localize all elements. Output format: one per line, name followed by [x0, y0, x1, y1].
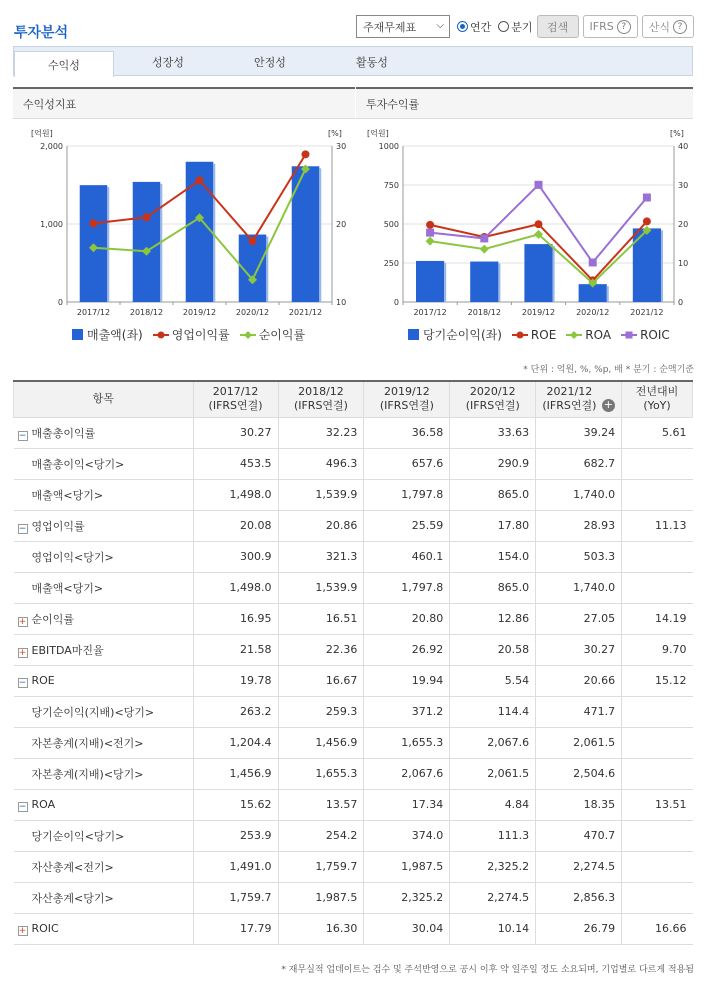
legend-label: ROIC — [640, 327, 670, 342]
profitability-chart — [13, 121, 355, 347]
table-cell: 111.3 — [450, 820, 536, 851]
y-tick-label: 1,000 — [40, 220, 63, 229]
row-label: 영업이익<당기> — [31, 550, 114, 564]
table-cell — [622, 820, 693, 851]
table-row — [14, 851, 693, 882]
table-cell: 25.59 — [364, 510, 450, 541]
radio-quarter[interactable] — [498, 19, 532, 35]
table-cell: 1,797.8 — [364, 572, 450, 603]
page-title: 투자분석 — [14, 25, 69, 41]
collapse-icon[interactable]: − — [18, 523, 27, 534]
table-cell: 114.4 — [450, 696, 536, 727]
table-cell: 5.54 — [450, 665, 536, 696]
investment-return-chart — [356, 121, 693, 347]
table-cell: 1,456.9 — [278, 727, 364, 758]
statement-select-value: 주재무제표 — [363, 20, 417, 34]
table-cell: 154.0 — [450, 541, 536, 572]
row-label-cell — [14, 541, 194, 572]
ifrs-label: IFRS — [589, 20, 614, 33]
question-icon: ? — [673, 20, 687, 34]
data-point — [302, 150, 310, 158]
x-tick-label: 2020/12 — [576, 308, 610, 317]
table-cell: 20.80 — [364, 603, 450, 634]
legend-item[interactable] — [153, 326, 230, 343]
row-label-cell — [14, 603, 194, 634]
table-cell: 503.3 — [536, 541, 622, 572]
table-cell: 1,759.7 — [193, 882, 278, 913]
table-cell: 2,325.2 — [450, 851, 536, 882]
table-cell: 19.94 — [364, 665, 450, 696]
tab-bar — [13, 46, 693, 76]
table-cell: 5.61 — [622, 417, 693, 448]
y2-tick-label: 40 — [678, 142, 689, 151]
legend-item[interactable] — [72, 326, 143, 343]
x-tick-label: 2019/12 — [182, 308, 217, 317]
table-cell: 15.62 — [193, 789, 278, 820]
table-cell: 2,274.5 — [450, 882, 536, 913]
table-cell: 20.86 — [278, 510, 364, 541]
row-label-cell — [14, 479, 194, 510]
row-label-cell — [14, 913, 194, 944]
data-point — [426, 221, 434, 229]
table-row — [14, 913, 693, 944]
table-row — [14, 789, 693, 820]
x-tick-label: 2020/12 — [235, 308, 270, 317]
row-label-cell — [14, 882, 194, 913]
table-cell: 26.92 — [364, 634, 450, 665]
radio-annual-label: 연간 — [470, 20, 492, 34]
table-row — [14, 665, 693, 696]
row-label-cell — [14, 572, 194, 603]
table-cell: 1,740.0 — [536, 479, 622, 510]
table-cell — [622, 696, 693, 727]
bar-shadow — [498, 264, 500, 302]
row-label: 당기순이익<당기> — [31, 829, 125, 843]
legend-item[interactable] — [566, 328, 611, 342]
table-cell: 12.86 — [450, 603, 536, 634]
bar — [292, 166, 320, 302]
table-cell — [622, 727, 693, 758]
table-cell: 36.58 — [364, 417, 450, 448]
y-tick-label: 750 — [383, 181, 399, 190]
add-column-icon[interactable]: + — [603, 398, 614, 412]
y-axis-label: [억원] — [31, 129, 53, 138]
data-point — [426, 237, 435, 246]
line-diamond-swatch-icon — [566, 330, 582, 340]
legend-label: 순이익률 — [258, 328, 306, 342]
collapse-icon[interactable]: − — [18, 430, 27, 441]
table-cell: 21.58 — [193, 634, 278, 665]
row-label-cell — [14, 665, 194, 696]
line-square-swatch-icon — [621, 330, 637, 340]
table-cell: 1,498.0 — [193, 572, 278, 603]
table-cell: 263.2 — [193, 696, 278, 727]
table-cell: 2,504.6 — [536, 758, 622, 789]
y2-tick-label: 20 — [678, 220, 689, 229]
data-point — [643, 194, 651, 202]
table-cell: 15.12 — [622, 665, 693, 696]
table-row — [14, 634, 693, 665]
expand-icon[interactable]: + — [18, 616, 27, 627]
table-cell — [622, 541, 693, 572]
table-cell: 20.08 — [193, 510, 278, 541]
y2-tick-label: 10 — [336, 298, 347, 307]
table-row — [14, 448, 693, 479]
table-body — [14, 417, 693, 944]
legend-label: ROA — [585, 327, 612, 342]
tab-stability[interactable]: 안정성 — [254, 56, 286, 69]
table-cell: 13.51 — [622, 789, 693, 820]
data-point — [480, 234, 488, 242]
y2-tick-label: 30 — [336, 142, 347, 151]
table-cell: 17.79 — [193, 913, 278, 944]
row-label: EBITDA마진율 — [31, 643, 104, 657]
table-cell: 1,456.9 — [193, 758, 278, 789]
table-cell: 1,740.0 — [536, 572, 622, 603]
legend-label: 당기순이익(좌) — [423, 328, 502, 342]
legend-label: ROE — [530, 327, 557, 342]
table-cell: 254.2 — [278, 820, 364, 851]
column-header: 항목 — [14, 381, 194, 417]
y-axis-label: [억원] — [367, 129, 389, 138]
row-label: 자산총계<당기> — [31, 891, 114, 905]
y2-axis-label: [%] — [670, 129, 684, 138]
table-cell: 470.7 — [536, 820, 622, 851]
column-header: 2019/12 (IFRS연결) — [364, 381, 450, 417]
collapse-icon[interactable]: − — [18, 677, 27, 688]
table-cell: 27.05 — [536, 603, 622, 634]
table-cell: 17.80 — [450, 510, 536, 541]
table-cell: 20.66 — [536, 665, 622, 696]
formula-help-button[interactable] — [642, 15, 694, 38]
x-tick-label: 2017/12 — [413, 308, 447, 317]
table-cell: 26.79 — [536, 913, 622, 944]
panel-title: 투자수익률 — [356, 89, 693, 119]
radio-checked-icon — [457, 21, 468, 32]
bar-swatch-icon — [408, 329, 420, 341]
x-tick-label: 2018/12 — [129, 308, 164, 317]
row-label: 매출액<당기> — [31, 581, 104, 595]
table-cell: 300.9 — [193, 541, 278, 572]
bar-shadow — [107, 187, 109, 302]
table-cell: 9.70 — [622, 634, 693, 665]
table-cell: 20.58 — [450, 634, 536, 665]
table-cell: 1,987.5 — [364, 851, 450, 882]
table-cell: 13.57 — [278, 789, 364, 820]
formula-label: 산식 — [648, 20, 670, 34]
data-point — [535, 220, 543, 228]
row-label: 자산총계<전기> — [31, 860, 114, 874]
table-cell — [622, 479, 693, 510]
table-cell: 16.67 — [278, 665, 364, 696]
y-tick-label: 0 — [393, 298, 399, 307]
table-cell: 14.19 — [622, 603, 693, 634]
column-header-latest — [536, 381, 622, 417]
data-point — [643, 217, 651, 225]
table-cell: 1,539.9 — [278, 479, 364, 510]
table-row — [14, 572, 693, 603]
footer-note: * 재무실적 업데이트는 검수 및 주석반영으로 공시 이후 약 일주일 정도 소요되며, 기업별로 다르게 적용됨 — [281, 965, 694, 975]
legend-item[interactable] — [512, 328, 556, 342]
table-row — [14, 479, 693, 510]
table-cell: 865.0 — [450, 572, 536, 603]
table-cell: 1,987.5 — [278, 882, 364, 913]
row-label: 영업이익률 — [31, 519, 85, 533]
y2-tick-label: 30 — [678, 181, 689, 190]
investment-return-legend — [408, 326, 670, 343]
unit-note: * 단위 : 억원, %, %p, 배 * 분기 : 순액기준 — [523, 365, 694, 375]
row-label-cell — [14, 417, 194, 448]
table-cell: 4.84 — [450, 789, 536, 820]
row-label: 매출액<당기> — [31, 488, 104, 502]
table-cell: 682.7 — [536, 448, 622, 479]
bar — [524, 244, 552, 302]
profitability-legend — [72, 326, 305, 343]
column-header: 2017/12 (IFRS연결) — [193, 381, 278, 417]
table-cell — [622, 882, 693, 913]
table-row — [14, 882, 693, 913]
table-cell: 253.9 — [193, 820, 278, 851]
legend-item[interactable] — [240, 326, 305, 343]
table-cell: 496.3 — [278, 448, 364, 479]
row-label-cell — [14, 758, 194, 789]
row-label: 순이익률 — [31, 612, 75, 626]
row-label-cell — [14, 510, 194, 541]
table-row — [14, 510, 693, 541]
table-cell: 2,061.5 — [536, 727, 622, 758]
table-row — [14, 758, 693, 789]
column-header: 2020/12 (IFRS연결) — [450, 381, 536, 417]
table-row — [14, 696, 693, 727]
table-cell: 1,759.7 — [278, 851, 364, 882]
data-point — [589, 258, 597, 266]
y-tick-label: 250 — [383, 259, 399, 268]
column-header: 전년대비 (YoY) — [622, 381, 693, 417]
table-cell: 11.13 — [622, 510, 693, 541]
table-cell: 259.3 — [278, 696, 364, 727]
y2-tick-label: 10 — [678, 259, 689, 268]
data-point — [196, 176, 204, 184]
column-header: 2018/12 (IFRS연결) — [278, 381, 364, 417]
row-label-cell — [14, 727, 194, 758]
bar-shadow — [553, 246, 555, 302]
line-dot-swatch-icon — [153, 330, 169, 340]
toolbar — [356, 15, 694, 38]
table-cell: 18.35 — [536, 789, 622, 820]
row-label-cell — [14, 789, 194, 820]
table-cell — [622, 758, 693, 789]
table-cell: 371.2 — [364, 696, 450, 727]
y-tick-label: 500 — [383, 220, 399, 229]
row-label: ROE — [31, 673, 55, 687]
table-cell: 16.30 — [278, 913, 364, 944]
bar — [416, 261, 444, 302]
table-cell: 1,539.9 — [278, 572, 364, 603]
row-label-cell — [14, 851, 194, 882]
data-point — [143, 213, 151, 221]
table-cell: 30.27 — [536, 634, 622, 665]
radio-annual[interactable] — [457, 19, 491, 35]
row-label-cell — [14, 634, 194, 665]
bar-shadow — [661, 230, 663, 302]
table-cell: 22.36 — [278, 634, 364, 665]
row-label: 당기순이익(지배)<당기> — [31, 705, 155, 719]
table-cell: 28.93 — [536, 510, 622, 541]
row-label: ROA — [31, 797, 56, 811]
data-point — [426, 229, 434, 237]
x-tick-label: 2019/12 — [521, 308, 556, 317]
legend-label: 영업이익률 — [171, 328, 230, 342]
collapse-icon[interactable]: − — [18, 801, 27, 812]
y-tick-label: 0 — [57, 298, 63, 307]
table-cell: 16.66 — [622, 913, 693, 944]
table-cell: 19.78 — [193, 665, 278, 696]
table-cell: 2,325.2 — [364, 882, 450, 913]
ifrs-help-button[interactable] — [583, 15, 638, 38]
question-icon: ? — [617, 20, 631, 34]
y-tick-label: 2,000 — [40, 142, 63, 151]
row-label-cell — [14, 696, 194, 727]
y2-axis-label: [%] — [328, 129, 342, 138]
table-cell: 17.34 — [364, 789, 450, 820]
table-cell — [622, 851, 693, 882]
y2-tick-label: 20 — [336, 220, 347, 229]
bar-shadow — [444, 263, 446, 302]
table-cell: 865.0 — [450, 479, 536, 510]
data-point — [480, 245, 489, 254]
table-cell: 39.24 — [536, 417, 622, 448]
legend-item[interactable] — [408, 326, 502, 343]
row-label-cell — [14, 448, 194, 479]
y2-tick-label: 0 — [678, 298, 684, 307]
column-header-label: 2021/12 (IFRS연결) — [542, 385, 597, 413]
data-point — [535, 181, 543, 189]
table-cell: 2,067.6 — [450, 727, 536, 758]
table-cell: 471.7 — [536, 696, 622, 727]
table-cell: 1,204.4 — [193, 727, 278, 758]
table-cell: 33.63 — [450, 417, 536, 448]
data-point — [249, 237, 257, 245]
row-label: 매출총이익률 — [31, 426, 96, 440]
row-label: ROIC — [31, 921, 59, 935]
row-label: 자본총계(지배)<전기> — [31, 736, 144, 750]
table-cell: 1,655.3 — [278, 758, 364, 789]
table-cell: 460.1 — [364, 541, 450, 572]
table-cell: 2,274.5 — [536, 851, 622, 882]
x-tick-label: 2021/12 — [630, 308, 664, 317]
x-tick-label: 2017/12 — [76, 308, 111, 317]
table-cell: 2,067.6 — [364, 758, 450, 789]
bar — [133, 182, 161, 302]
bar-shadow — [607, 286, 609, 302]
panel-title: 수익성지표 — [13, 89, 355, 119]
line-diamond-swatch-icon — [240, 330, 256, 340]
table-cell: 30.27 — [193, 417, 278, 448]
table-row — [14, 541, 693, 572]
line-dot-swatch-icon — [512, 330, 528, 340]
radio-unchecked-icon — [498, 21, 509, 32]
legend-label: 매출액(좌) — [87, 328, 143, 342]
row-label-cell — [14, 820, 194, 851]
bar-shadow — [319, 168, 321, 302]
table-cell: 1,491.0 — [193, 851, 278, 882]
table-cell: 657.6 — [364, 448, 450, 479]
tab-profitability[interactable]: 수익성 — [14, 51, 114, 77]
row-label: 자본총계(지배)<당기> — [31, 767, 144, 781]
table-row — [14, 727, 693, 758]
y-tick-label: 1000 — [378, 142, 399, 151]
table-cell: 30.04 — [364, 913, 450, 944]
legend-item[interactable] — [621, 328, 670, 342]
bar — [470, 262, 498, 302]
table-cell: 1,797.8 — [364, 479, 450, 510]
table-cell — [622, 572, 693, 603]
statement-select[interactable] — [356, 15, 450, 38]
table-cell: 374.0 — [364, 820, 450, 851]
table-cell: 2,061.5 — [450, 758, 536, 789]
table-cell: 1,655.3 — [364, 727, 450, 758]
table-cell: 2,856.3 — [536, 882, 622, 913]
table-row — [14, 603, 693, 634]
tab-growth[interactable]: 성장성 — [152, 56, 184, 69]
table-cell: 16.51 — [278, 603, 364, 634]
table-cell: 453.5 — [193, 448, 278, 479]
data-point — [90, 219, 98, 227]
table-cell: 321.3 — [278, 541, 364, 572]
x-tick-label: 2018/12 — [467, 308, 501, 317]
table-cell: 32.23 — [278, 417, 364, 448]
search-button[interactable] — [537, 15, 579, 38]
expand-icon[interactable]: + — [18, 647, 27, 658]
radio-quarter-label: 분기 — [511, 20, 533, 34]
table-cell: 290.9 — [450, 448, 536, 479]
table-cell — [622, 448, 693, 479]
table-row — [14, 820, 693, 851]
tab-activity[interactable]: 활동성 — [356, 56, 388, 69]
table-cell: 10.14 — [450, 913, 536, 944]
table-cell: 1,498.0 — [193, 479, 278, 510]
x-tick-label: 2021/12 — [288, 308, 323, 317]
chevron-down-icon: ⌵ — [436, 20, 444, 31]
profitability-chart-panel — [13, 87, 355, 345]
table-row — [14, 417, 693, 448]
search-button-label: 검색 — [546, 20, 569, 34]
table-header-row — [14, 381, 693, 417]
row-label: 매출총이익<당기> — [31, 457, 125, 471]
expand-icon[interactable]: + — [18, 925, 27, 936]
table-cell: 16.95 — [193, 603, 278, 634]
bar-swatch-icon — [72, 329, 84, 341]
profitability-table — [13, 380, 693, 945]
investment-return-chart-panel — [356, 87, 693, 345]
